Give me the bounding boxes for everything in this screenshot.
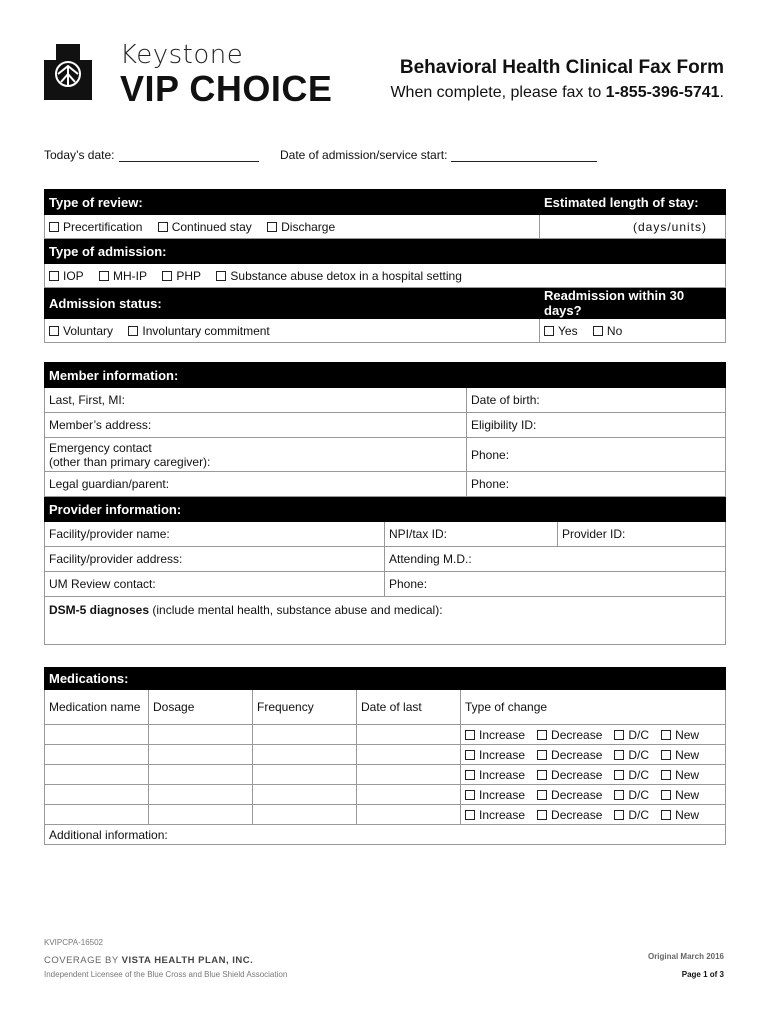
option-change-new[interactable]: New <box>661 808 699 822</box>
medication-name-cell[interactable] <box>45 745 149 765</box>
frequency-cell[interactable] <box>253 805 357 825</box>
frequency-cell[interactable] <box>253 725 357 745</box>
dosage-cell[interactable] <box>149 805 253 825</box>
option-change-new[interactable]: New <box>661 788 699 802</box>
col-dosage: Dosage <box>149 690 253 725</box>
option-no[interactable]: No <box>593 324 622 338</box>
option-discharge[interactable]: Discharge <box>267 220 335 234</box>
medications-table <box>44 667 726 845</box>
option-continued[interactable]: Continued stay <box>158 220 252 234</box>
medication-row <box>45 805 726 825</box>
checkbox-icon <box>593 326 603 336</box>
option-change-new[interactable]: New <box>661 728 699 742</box>
dosage-cell[interactable] <box>149 745 253 765</box>
change-options-cell <box>461 765 726 785</box>
date-of-last-cell[interactable] <box>357 765 461 785</box>
col-frequency: Frequency <box>253 690 357 725</box>
license-line: Independent Licensee of the Blue Cross and Blue Shield Association <box>44 970 288 979</box>
provider-id-field[interactable]: Provider ID: <box>558 522 726 547</box>
los-field[interactable]: (days/units) <box>540 215 726 239</box>
date-of-last-cell[interactable] <box>357 725 461 745</box>
checkbox-icon <box>465 730 475 740</box>
medication-row <box>45 745 726 765</box>
checkbox-icon <box>537 770 547 780</box>
todays-date-field[interactable] <box>119 149 259 162</box>
review-table <box>44 189 726 343</box>
um-contact-field[interactable]: UM Review contact: <box>45 572 385 597</box>
medication-name-cell[interactable] <box>45 785 149 805</box>
checkbox-icon <box>544 326 554 336</box>
option-change-decrease[interactable]: Decrease <box>537 808 602 822</box>
readmission-options <box>540 319 726 343</box>
col-date-of-last: Date of last <box>357 690 461 725</box>
option-voluntary[interactable]: Voluntary <box>49 324 113 338</box>
admission-options <box>45 264 726 288</box>
option-change-dc[interactable]: D/C <box>614 768 649 782</box>
checkbox-icon <box>465 790 475 800</box>
option-change-increase[interactable]: Increase <box>465 788 525 802</box>
attending-md-field[interactable]: Attending M.D.: <box>385 547 726 572</box>
option-change-decrease[interactable]: Decrease <box>537 728 602 742</box>
dosage-cell[interactable] <box>149 785 253 805</box>
member-name-field[interactable]: Last, First, MI: <box>45 388 467 413</box>
guardian-field[interactable]: Legal guardian/parent: <box>45 472 467 497</box>
coverage-line: COVERAGE BY VISTA HEALTH PLAN, INC. <box>44 955 254 966</box>
member-dob-field[interactable]: Date of birth: <box>467 388 726 413</box>
option-iop[interactable]: IOP <box>49 269 84 283</box>
frequency-cell[interactable] <box>253 745 357 765</box>
emergency-contact-field[interactable]: Emergency contact (other than primary caregiver): <box>45 438 467 472</box>
checkbox-icon <box>49 222 59 232</box>
facility-address-field[interactable]: Facility/provider address: <box>45 547 385 572</box>
dsm-diagnoses-field[interactable]: DSM-5 diagnoses (include mental health, substance abuse and medical): <box>45 597 726 645</box>
checkbox-icon <box>537 730 547 740</box>
col-type-of-change: Type of change <box>461 690 726 725</box>
checkbox-icon <box>661 810 671 820</box>
fax-instruction: When complete, please fax to 1-855-396-5741. <box>390 84 724 101</box>
brand-keystone: Keystone <box>120 40 244 70</box>
checkbox-icon <box>614 750 624 760</box>
date-of-last-cell[interactable] <box>357 785 461 805</box>
medication-name-cell[interactable] <box>45 805 149 825</box>
checkbox-icon <box>162 271 172 281</box>
date-of-last-cell[interactable] <box>357 745 461 765</box>
checkbox-icon <box>614 810 624 820</box>
additional-info-field[interactable]: Additional information: <box>45 825 726 845</box>
option-php[interactable]: PHP <box>162 269 201 283</box>
medication-row <box>45 765 726 785</box>
dosage-cell[interactable] <box>149 765 253 785</box>
checkbox-icon <box>661 730 671 740</box>
checkbox-icon <box>99 271 109 281</box>
admission-status-header: Admission status: <box>45 288 540 319</box>
checkbox-icon <box>128 326 138 336</box>
date-of-last-cell[interactable] <box>357 805 461 825</box>
facility-name-field[interactable]: Facility/provider name: <box>45 522 385 547</box>
option-change-decrease[interactable]: Decrease <box>537 788 602 802</box>
checkbox-icon <box>465 750 475 760</box>
member-provider-table <box>44 362 726 645</box>
npi-field[interactable]: NPI/tax ID: <box>385 522 558 547</box>
checkbox-icon <box>465 770 475 780</box>
checkbox-icon <box>537 750 547 760</box>
provider-info-header: Provider information: <box>45 497 726 522</box>
checkbox-icon <box>614 790 624 800</box>
checkbox-icon <box>661 770 671 780</box>
checkbox-icon <box>537 790 547 800</box>
review-options <box>45 215 540 239</box>
status-options <box>45 319 540 343</box>
option-change-increase[interactable]: Increase <box>465 808 525 822</box>
blue-cross-logo <box>44 44 92 100</box>
brand-vip-choice: VIP CHOICE <box>120 68 333 109</box>
checkbox-icon <box>537 810 547 820</box>
option-change-new[interactable]: New <box>661 748 699 762</box>
readmission-header: Readmission within 30 days? <box>540 288 726 319</box>
option-detox[interactable]: Substance abuse detox in a hospital setting <box>216 269 462 283</box>
checkbox-icon <box>614 770 624 780</box>
option-change-dc[interactable]: D/C <box>614 748 649 762</box>
medication-row <box>45 785 726 805</box>
los-header: Estimated length of stay: <box>540 190 726 215</box>
checkbox-icon <box>661 750 671 760</box>
type-of-admission-header: Type of admission: <box>45 239 726 264</box>
medication-row <box>45 725 726 745</box>
checkbox-icon <box>49 326 59 336</box>
change-options-cell <box>461 745 726 765</box>
option-change-increase[interactable]: Increase <box>465 728 525 742</box>
emergency-phone-field[interactable]: Phone: <box>467 438 726 472</box>
option-change-increase[interactable]: Increase <box>465 748 525 762</box>
option-precert[interactable]: Precertification <box>49 220 142 234</box>
option-change-decrease[interactable]: Decrease <box>537 748 602 762</box>
change-options-cell <box>461 805 726 825</box>
checkbox-icon <box>49 271 59 281</box>
frequency-cell[interactable] <box>253 785 357 805</box>
original-date: Original March 2016 <box>647 952 724 961</box>
option-yes[interactable]: Yes <box>544 324 578 338</box>
option-change-dc[interactable]: D/C <box>614 788 649 802</box>
medication-name-cell[interactable] <box>45 765 149 785</box>
option-involuntary[interactable]: Involuntary commitment <box>128 324 269 338</box>
col-medication-name: Medication name <box>45 690 149 725</box>
admission-date: Date of admission/service start: <box>280 148 597 162</box>
checkbox-icon <box>158 222 168 232</box>
admission-date-field[interactable] <box>451 149 597 162</box>
change-options-cell <box>461 785 726 805</box>
frequency-cell[interactable] <box>253 765 357 785</box>
option-mhip[interactable]: MH-IP <box>99 269 147 283</box>
guardian-phone-field[interactable]: Phone: <box>467 472 726 497</box>
option-change-dc[interactable]: D/C <box>614 808 649 822</box>
um-phone-field[interactable]: Phone: <box>385 572 726 597</box>
option-change-new[interactable]: New <box>661 768 699 782</box>
form-title: Behavioral Health Clinical Fax Form <box>399 57 724 78</box>
medications-header: Medications: <box>45 668 726 690</box>
fax-number: 1-855-396-5741 <box>605 84 720 101</box>
option-change-decrease[interactable]: Decrease <box>537 768 602 782</box>
page-number: Page 1 of 3 <box>681 970 724 979</box>
todays-date: Today’s date: <box>44 148 259 162</box>
form-code: KVIPCPA-16502 <box>44 938 103 947</box>
checkbox-icon <box>465 810 475 820</box>
checkbox-icon <box>267 222 277 232</box>
checkbox-icon <box>614 730 624 740</box>
checkbox-icon <box>661 790 671 800</box>
option-change-dc[interactable]: D/C <box>614 728 649 742</box>
change-options-cell <box>461 725 726 745</box>
option-change-increase[interactable]: Increase <box>465 768 525 782</box>
type-of-review-header: Type of review: <box>45 190 540 215</box>
medication-name-cell[interactable] <box>45 725 149 745</box>
eligibility-id-field[interactable]: Eligibility ID: <box>467 413 726 438</box>
dosage-cell[interactable] <box>149 725 253 745</box>
member-address-field[interactable]: Member’s address: <box>45 413 467 438</box>
checkbox-icon <box>216 271 226 281</box>
member-info-header: Member information: <box>45 363 726 388</box>
